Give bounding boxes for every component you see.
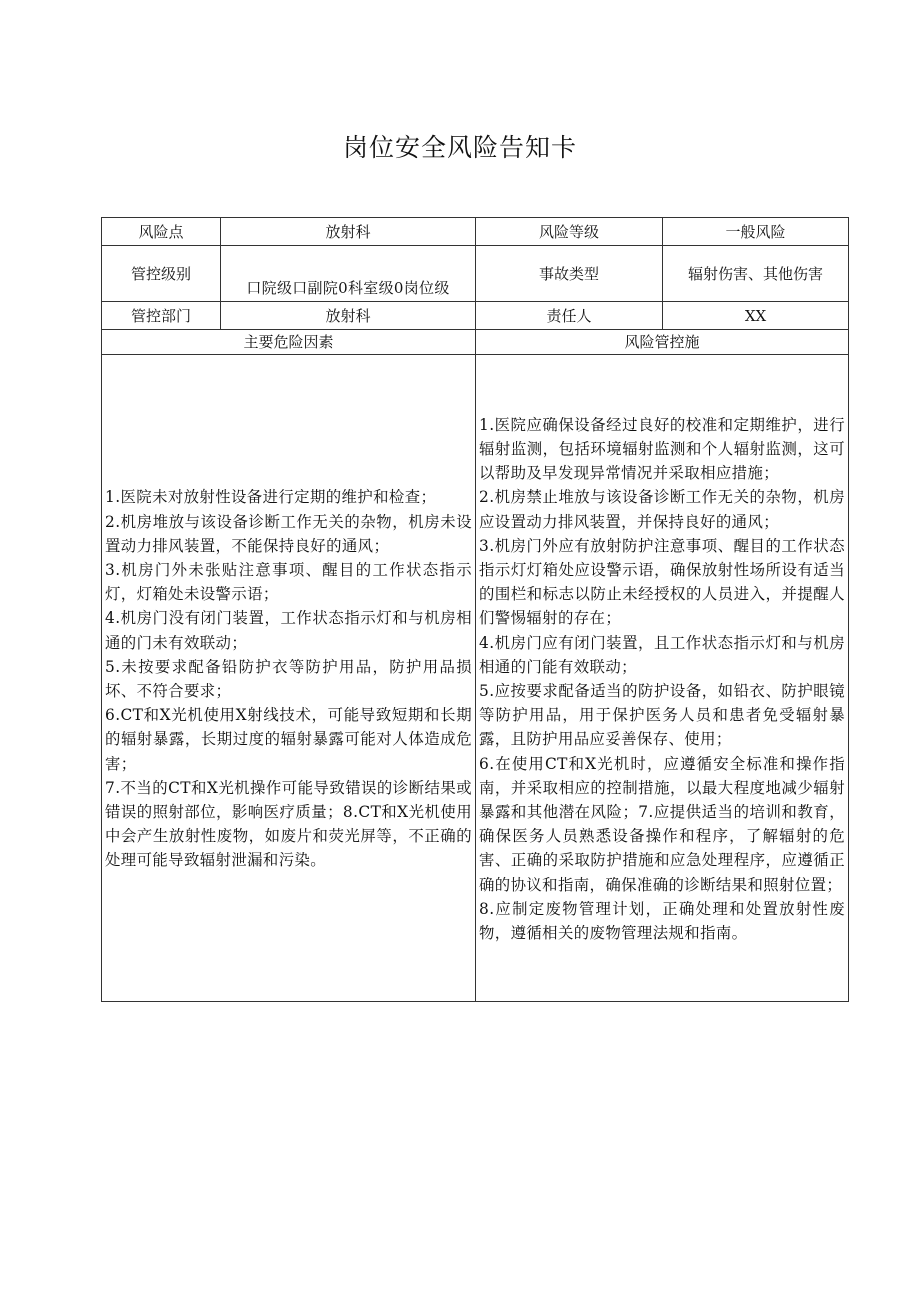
department-label: 管控部门 (102, 302, 221, 330)
page-title: 岗位安全风险告知卡 (342, 133, 577, 162)
hazards-header: 主要危险因素 (102, 330, 476, 355)
department-value: 放射科 (221, 302, 476, 330)
list-item: 5.未按要求配备铅防护衣等防护用品，防护用品损坏、不符合要求； (105, 657, 472, 700)
accident-type-label: 事故类型 (476, 246, 663, 302)
risk-notice-table (101, 217, 849, 1002)
measures-header: 风险管控施 (476, 330, 849, 355)
list-item: 6.在使用CT和X光机时，应遵循安全标准和操作指南，并采取相应的控制措施，以最大程度地减少辐射暴露和其他潜在风险；7.应提供适当的培训和教育，确保医务人员熟悉设备操作和程序，了解辐射的危害、正确的采取防护措施和应急处理程序，应遵循正确的协议和指南，确保准确的诊断结果和照射位置； (479, 754, 845, 894)
list-item: 3.机房门外应有放射防护注意事项、醒目的工作状态指示灯灯箱处应设警示语，确保放射性场所设有适当的围栏和标志以防止未经授权的人员进入，并提醒人们警惕辐射的存在； (479, 536, 845, 628)
list-item: 7.不当的CT和X光机操作可能导致错误的诊断结果或错误的照射部位，影响医疗质量；8.CT和X光机使用中会产生放射性废物，如废片和荧光屏等，不正确的处理可能导致辐射泄漏和污染。 (105, 778, 472, 870)
control-level-label: 管控级别 (102, 246, 221, 302)
list-item: 1.医院未对放射性设备进行定期的维护和检查； (105, 488, 437, 507)
section-header-row (102, 330, 849, 355)
department-row (102, 302, 849, 330)
content-row (102, 355, 849, 1002)
hazards-cell (102, 355, 476, 1002)
list-item: 6.CT和X光机使用X射线技术，可能导致短期和长期的辐射暴露，长期过度的辐射暴露可能对人体造成危害； (105, 706, 472, 773)
risk-point-label: 风险点 (102, 218, 221, 246)
responsible-label: 责任人 (476, 302, 663, 330)
list-item: 1.医院应确保设备经过良好的校准和定期维护，进行辐射监测，包括环境辐射监测和个人辐射监测，这可以帮助及早发现异常情况并采取相应措施； (479, 415, 845, 483)
list-item: 8.应制定废物管理计划，正确处理和处置放射性废物，遵循相关的废物管理法规和指南。 (479, 899, 845, 943)
risk-point-row (102, 218, 849, 246)
risk-level-label: 风险等级 (476, 218, 663, 246)
list-item: 2.机房堆放与该设备诊断工作无关的杂物，机房未设置动力排风装置，不能保持良好的通风； (105, 512, 472, 555)
risk-level-value: 一般风险 (663, 218, 849, 246)
risk-point-value: 放射科 (221, 218, 476, 246)
accident-type-value: 辐射伤害、其他伤害 (663, 246, 849, 302)
measures-cell (476, 355, 849, 1002)
list-item: 2.机房禁止堆放与该设备诊断工作无关的杂物，机房应设置动力排风装置，并保持良好的通风； (479, 488, 845, 531)
list-item: 4.机房门没有闭门装置，工作状态指示灯和与机房相通的门未有效联动； (105, 609, 472, 652)
responsible-value: XX (663, 302, 849, 330)
list-item: 3.机房门外未张贴注意事项、醒目的工作状态指示灯，灯箱处未设警示语； (105, 560, 472, 604)
list-item: 4.机房门应有闭门装置，且工作状态指示灯和与机房相通的门能有效联动； (479, 633, 845, 676)
measures-list (476, 411, 848, 945)
control-level-row (102, 246, 849, 302)
control-level-options: 口院级口副院0科室级0岗位级 (221, 246, 476, 302)
hazards-list (102, 483, 475, 872)
list-item: 5.应按要求配备适当的防护设备，如铅衣、防护眼镜等防护用品，用于保护医务人员和患者免受辐射暴露，且防护用品应妥善保存、使用； (479, 682, 845, 749)
